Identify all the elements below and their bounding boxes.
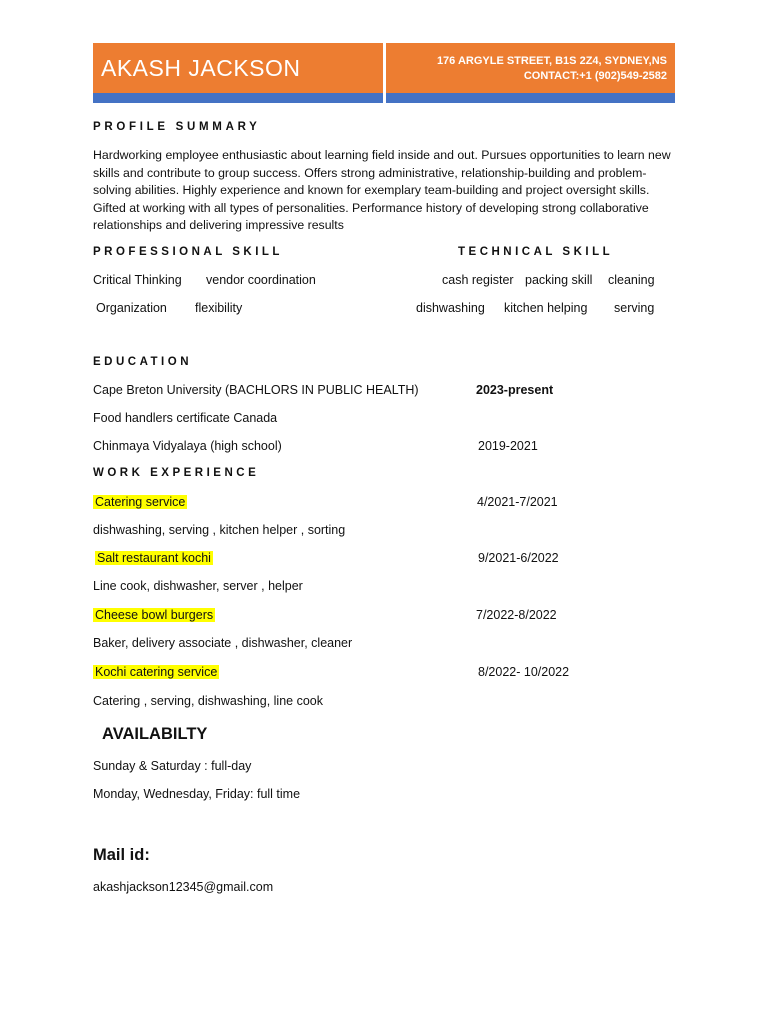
professional-skill-item: vendor coordination [206, 273, 316, 287]
job-title-highlight: Salt restaurant kochi [97, 551, 211, 565]
job-title [95, 551, 213, 565]
availability-line: Monday, Wednesday, Friday: full time [93, 787, 301, 801]
professional-skill-item: Organization [96, 301, 167, 315]
job-title-highlight: Catering service [95, 495, 186, 509]
mail-heading: Mail id: [93, 846, 150, 864]
work-experience-heading: WORK EXPERIENCE [93, 467, 260, 479]
header-accent-bar-right [386, 93, 675, 103]
job-date: 8/2022- 10/2022 [478, 665, 570, 679]
job-date: 7/2022-8/2022 [476, 608, 557, 622]
technical-skill-item: kitchen helping [504, 301, 588, 315]
header-contact-block [386, 43, 675, 93]
education-heading: EDUCATION [93, 356, 193, 368]
technical-skill-item: packing skill [525, 273, 593, 287]
job-title-highlight: Cheese bowl burgers [95, 608, 214, 622]
education-item-date: 2023-present [476, 383, 554, 397]
profile-summary-heading: PROFILE SUMMARY [93, 121, 261, 133]
contact-info [437, 54, 667, 84]
address-line: 176 ARGYLE STREET, B1S 2Z4, SYDNEY,NS [436, 55, 667, 67]
job-duties: Baker, delivery associate , dishwasher, cleaner [93, 636, 353, 650]
job-duties: dishwashing, serving , kitchen helper , sorting [93, 523, 346, 537]
availability-line: Sunday & Saturday : full-day [93, 759, 252, 773]
professional-skill-item: flexibility [195, 301, 243, 315]
education-item-name: Food handlers certificate Canada [93, 411, 278, 425]
job-title [93, 495, 187, 509]
professional-skill-heading: PROFESSIONAL SKILL [93, 246, 283, 258]
candidate-name: AKASH JACKSON [101, 55, 301, 81]
availability-heading: AVAILABILTY [102, 725, 208, 743]
education-item-date: 2019-2021 [478, 439, 538, 453]
resume-header [93, 43, 675, 103]
header-accent-bar-left [93, 93, 383, 103]
job-date: 9/2021-6/2022 [478, 551, 559, 565]
job-duties: Line cook, dishwasher, server , helper [93, 579, 303, 593]
job-duties: Catering , serving, dishwashing, line cook [93, 694, 323, 708]
job-date: 4/2021-7/2021 [477, 495, 558, 509]
technical-skill-item: cleaning [608, 273, 655, 287]
job-title-highlight: Kochi catering service [95, 665, 218, 679]
technical-skill-item: serving [614, 301, 655, 315]
professional-skill-item: Critical Thinking [93, 273, 182, 287]
technical-skill-heading: TECHNICAL SKILL [458, 246, 614, 258]
education-item-name: Chinmaya Vidyalaya (high school) [93, 439, 282, 453]
technical-skill-item: cash register [442, 273, 514, 287]
phone-line: CONTACT:+1 (902)549-2582 [523, 70, 667, 82]
technical-skill-item: dishwashing [416, 301, 485, 315]
mail-address: akashjackson12345@gmail.com [93, 880, 274, 894]
header-name-block [93, 43, 383, 93]
profile-summary-text: Hardworking employee enthusiastic about learning field inside and out. Pursues opportunities to learn new skills and contribute to group success. Offers strong administrative, relationship-building and problem-solving abilities. Highly experience and known for exemplary team-building and project oversight skills. Gifted at working with all types of personalities. Performance history of developing strong collaborative relationships and delivering impressive results [93, 148, 671, 232]
job-title [93, 608, 215, 622]
job-title [93, 665, 219, 679]
education-item-name: Cape Breton University (BACHLORS IN PUBLIC HEALTH) [93, 383, 419, 397]
